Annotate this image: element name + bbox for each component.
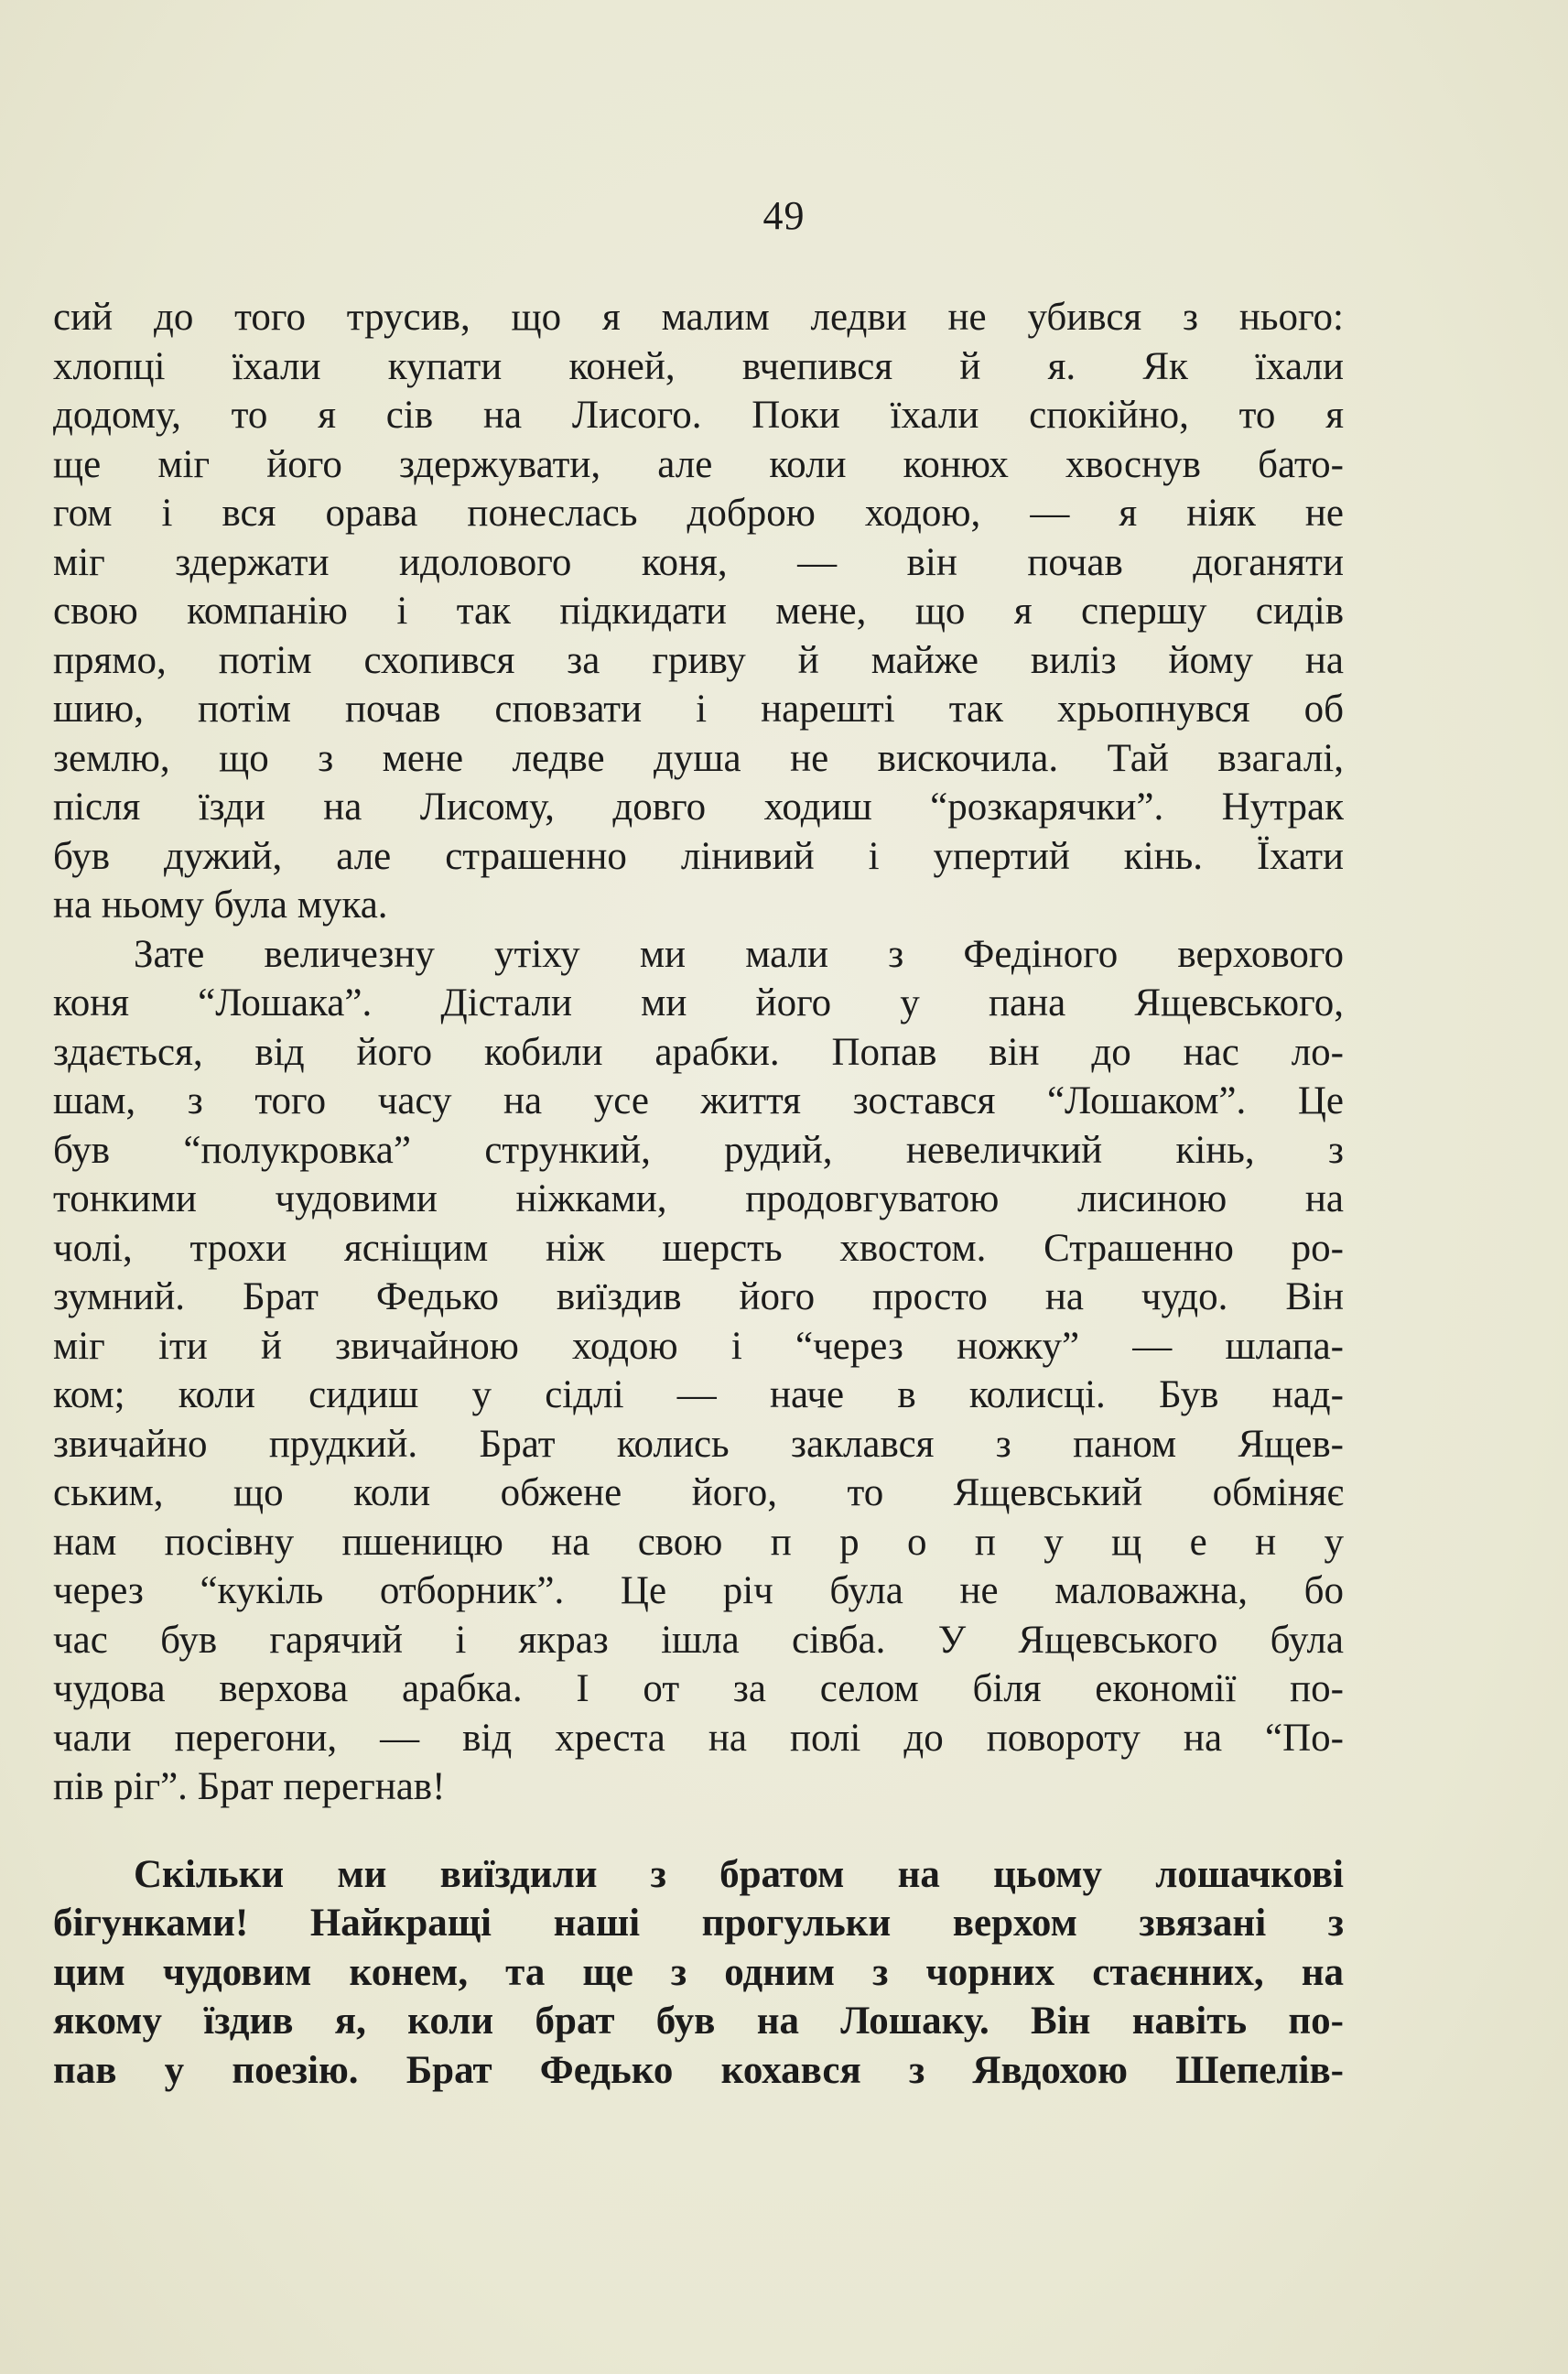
text-block xyxy=(53,293,1344,2095)
text-line: був дужий, але страшенно лінивий і упертий кінь. Їхати xyxy=(53,834,1344,878)
paragraph-1 xyxy=(53,293,1344,930)
text-line: нам посівну пшеницю на свою п р о п у щ е н у xyxy=(53,1520,1344,1564)
text-line: ком; коли сидиш у сідлі — наче в колисці. Був над- xyxy=(53,1373,1344,1416)
text-line: час був гарячий і якраз ішла сівба. У Ящевського була xyxy=(53,1618,1344,1662)
text-line: пав у поезію. Брат Федько кохався з Явдохою Шепелів- xyxy=(53,2048,1344,2092)
text-line: шию, потім почав сповзати і нарешті так хрьопнувся об xyxy=(53,688,1344,731)
text-line: пів ріг”. Брат перегнав! xyxy=(53,1765,446,1808)
text-line: після їзди на Лисому, довго ходиш “розкарячки”. Нутрак xyxy=(53,786,1344,829)
page-number: 49 xyxy=(762,193,806,238)
text-line: ще міг його здержувати, але коли конюх хвоснув бато- xyxy=(53,442,1344,486)
text-line: звичайно прудкий. Брат колись заклався з паном Ящев- xyxy=(53,1422,1344,1466)
text-line: через “кукіль отборник”. Це річ була не маловажна, бо xyxy=(53,1569,1344,1612)
text-line: хлопці їхали купати коней, вчепився й я. Як їхали xyxy=(53,344,1344,388)
text-line: землю, що з мене ледве душа не вискочила. Тай взагалі, xyxy=(53,736,1344,780)
text-line: чолі, трохи ясніщим ніж шерсть хвостом. Страшенно ро- xyxy=(53,1226,1344,1270)
text-line: прямо, потім схопився за гриву й майже виліз йому на xyxy=(53,638,1344,682)
text-line: чали перегони, — від хреста на полі до повороту на “По- xyxy=(53,1716,1344,1760)
text-line: Зате величезну утіху ми мали з Федіного верхового xyxy=(134,932,1344,976)
paragraph-3 xyxy=(53,1850,1344,2096)
text-line: коня “Лошака”. Дістали ми його у пана Ящевського, xyxy=(53,981,1344,1024)
text-line: гом і вся орава понеслась доброю ходою, — я ніяк не xyxy=(53,492,1344,535)
text-line: тонкими чудовими ніжками, продовгуватою лисиною на xyxy=(53,1177,1344,1220)
text-line: ським, що коли обжене його, то Ящевський обміняє xyxy=(53,1471,1344,1514)
text-line: додому, то я сів на Лисого. Поки їхали спокійно, то я xyxy=(53,394,1344,437)
text-line: бігунками! Найкращі наші прогульки верхом звязані з xyxy=(53,1902,1344,1945)
text-line: свою компанію і так підкидати мене, що я спершу сидів xyxy=(53,590,1344,633)
text-line: чудова верхова арабка. І от за селом біля економії по- xyxy=(53,1667,1344,1710)
text-line: якому їздив я, коли брат був на Лошаку. Він навіть по- xyxy=(53,2000,1344,2043)
text-line: зумний. Брат Федько виїздив його просто на чудо. Він xyxy=(53,1275,1344,1318)
text-line: міг іти й звичайною ходою і “через ножку” — шлапа- xyxy=(53,1324,1344,1368)
text-line: здається, від його кобили арабки. Попав він до нас ло- xyxy=(53,1030,1344,1074)
paragraph-gap xyxy=(53,1812,1344,1850)
text-line: шам, з того часу на усе життя зостався “Лошаком”. Це xyxy=(53,1079,1344,1122)
paragraph-2 xyxy=(53,930,1344,1812)
text-line: Скільки ми виїздили з братом на цьому лошачкові xyxy=(134,1852,1344,1896)
text-line: міг здержати идолового коня, — він почав доганяти xyxy=(53,540,1344,584)
text-line: сий до того трусив, що я малим ледви не убився з нього: xyxy=(53,296,1344,339)
text-line: цим чудовим конем, та ще з одним з чорних стаєнних, на xyxy=(53,1950,1344,1994)
text-line: на ньому була мука. xyxy=(53,883,388,927)
text-line: був “полукровка” стрункий, рудий, невеличкий кінь, з xyxy=(53,1128,1344,1172)
